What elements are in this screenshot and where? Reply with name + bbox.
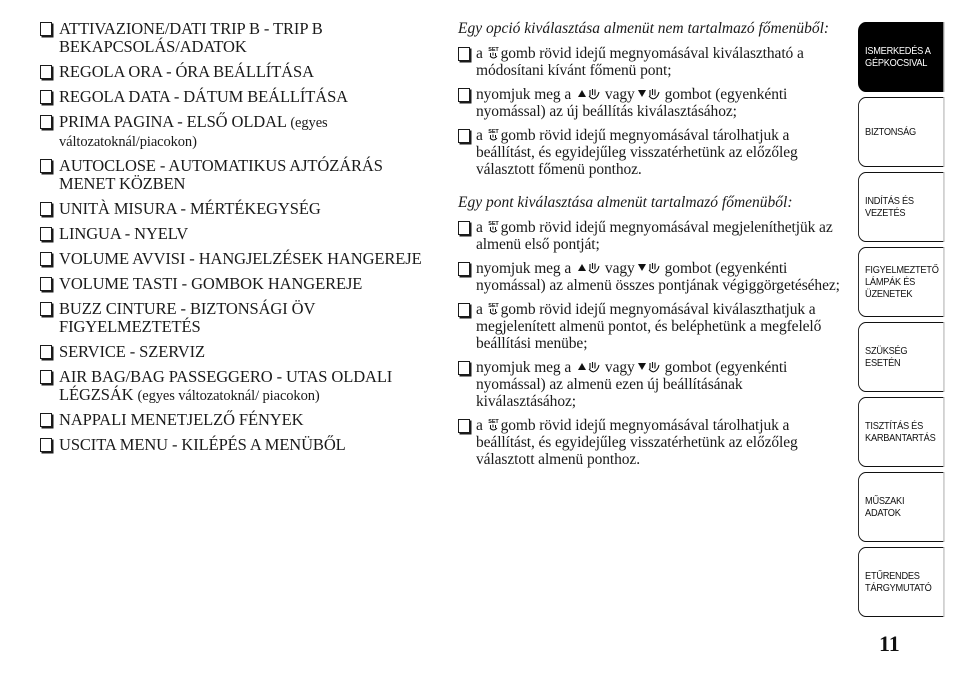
chapter-tab-label: SZÜKSÉG ESETÉN bbox=[865, 345, 908, 369]
svg-text:SET: SET bbox=[487, 47, 499, 53]
step-text-post: gomb rövid idejű megnyomásával tárolhatjuk a beállítást, és egyidejűleg visszatérhetünk az előzőleg választott almenü ponthoz. bbox=[476, 417, 798, 468]
set-button-icon bbox=[488, 301, 499, 316]
chapter-tab[interactable] bbox=[858, 247, 944, 317]
checkbox-bullet-icon bbox=[40, 370, 52, 384]
step-text-pre: nyomjuk meg a bbox=[476, 86, 572, 103]
step-text-pre: a bbox=[476, 301, 483, 318]
section1-heading: Egy opció kiválasztása almenüt nem tartalmazó főmenüből: bbox=[458, 20, 830, 37]
chapter-tab[interactable] bbox=[858, 547, 944, 617]
set-button-icon bbox=[488, 219, 499, 234]
chapter-tab[interactable] bbox=[858, 322, 944, 392]
down-arrow-button-icon bbox=[637, 359, 663, 374]
list-item bbox=[38, 300, 434, 337]
set-button-icon bbox=[488, 45, 499, 60]
step-text-post: gomb rövid idejű megnyomásával kiválaszthatjuk a megjelenített almenü pontot, és beléphetünk a megfelelő beállítási menübe; bbox=[476, 301, 822, 352]
list-item-text: REGOLA DATA - DÁTUM BEÁLLÍTÁSA bbox=[59, 87, 348, 106]
step-item bbox=[458, 260, 848, 294]
chapter-tab[interactable] bbox=[858, 22, 944, 92]
step-item bbox=[458, 86, 848, 120]
checkbox-bullet-icon bbox=[40, 413, 52, 427]
set-button-icon bbox=[488, 127, 499, 142]
list-item bbox=[38, 63, 434, 82]
down-arrow-button-icon bbox=[637, 260, 663, 275]
list-item bbox=[38, 275, 434, 294]
list-item-text: SERVICE - SZERVIZ bbox=[59, 342, 205, 361]
step-text-pre: nyomjuk meg a bbox=[476, 260, 572, 277]
chapter-tab-label: BIZTONSÁG bbox=[865, 126, 916, 138]
chapter-tab[interactable] bbox=[858, 472, 944, 542]
up-arrow-button-icon bbox=[577, 260, 603, 275]
list-item bbox=[38, 157, 434, 194]
step-item bbox=[458, 45, 848, 79]
up-arrow-button-icon bbox=[577, 86, 603, 101]
checkbox-bullet-icon bbox=[40, 22, 52, 36]
chapter-tabs bbox=[858, 22, 944, 622]
up-arrow-button-icon bbox=[577, 359, 603, 374]
step-text-post: gomb rövid idejű megnyomásával megjeleníthetjük az almenü első pontját; bbox=[476, 219, 833, 253]
step-item bbox=[458, 127, 848, 178]
chapter-tab-label: FIGYELMEZTETŐ LÁMPÁK ÉS ÜZENETEK bbox=[865, 264, 939, 300]
list-item-text: VOLUME TASTI - GOMBOK HANGEREJE bbox=[59, 274, 363, 293]
checkbox-bullet-icon bbox=[458, 47, 470, 61]
step-text-post: gomb rövid idejű megnyomásával tárolhatjuk a beállítást, és egyidejűleg visszatérhetünk az előzőleg választott főmenü ponthoz. bbox=[476, 127, 798, 178]
list-item bbox=[38, 113, 434, 151]
list-item bbox=[38, 88, 434, 107]
step-item bbox=[458, 417, 848, 468]
chapter-tab-label: MŰSZAKI ADATOK bbox=[865, 495, 905, 519]
checkbox-bullet-icon bbox=[458, 262, 470, 276]
step-item bbox=[458, 301, 848, 352]
list-item-note: (egyes változatoknál/piacokon) bbox=[59, 115, 328, 150]
list-item-text: ATTIVAZIONE/DATI TRIP B - TRIP B BEKAPCSOLÁS/ADATOK bbox=[59, 19, 323, 56]
step-text-pre: nyomjuk meg a bbox=[476, 359, 572, 376]
step-text-pre: a bbox=[476, 417, 483, 434]
list-item-text: NAPPALI MENETJELZŐ FÉNYEK bbox=[59, 410, 304, 429]
checkbox-bullet-icon bbox=[458, 361, 470, 375]
checkbox-bullet-icon bbox=[458, 303, 470, 317]
step-text-pre: a bbox=[476, 219, 483, 236]
list-item-text: LINGUA - NYELV bbox=[59, 224, 189, 243]
chapter-tab-label: ISMERKEDÉS A GÉPKOCSIVAL bbox=[865, 45, 931, 69]
checkbox-bullet-icon bbox=[40, 90, 52, 104]
page-number: 11 bbox=[879, 631, 900, 656]
section2-heading: Egy pont kiválasztása almenüt tartalmazó főmenüből: bbox=[458, 194, 793, 211]
list-item-text: PRIMA PAGINA - ELSŐ OLDAL bbox=[59, 112, 291, 131]
step-text-or: vagy bbox=[604, 359, 635, 376]
svg-text:SET: SET bbox=[487, 221, 499, 227]
step-text-pre: a bbox=[476, 127, 483, 144]
chapter-tab[interactable] bbox=[858, 97, 944, 167]
list-item bbox=[38, 343, 434, 362]
checkbox-bullet-icon bbox=[40, 302, 52, 316]
step-text-or: vagy bbox=[604, 260, 635, 277]
step-text-post: gomb rövid idejű megnyomásával kiválasztható a módosítani kívánt főmenü pont; bbox=[476, 45, 804, 79]
checkbox-bullet-icon bbox=[40, 345, 52, 359]
list-item-text: VOLUME AVVISI - HANGJELZÉSEK HANGEREJE bbox=[59, 249, 422, 268]
checkbox-bullet-icon bbox=[40, 438, 52, 452]
list-item-text: USCITA MENU - KILÉPÉS A MENÜBŐL bbox=[59, 435, 346, 454]
checkbox-bullet-icon bbox=[40, 277, 52, 291]
checkbox-bullet-icon bbox=[458, 419, 470, 433]
section1-steps bbox=[458, 45, 848, 178]
chapter-tab-label: INDÍTÁS ÉS VEZETÉS bbox=[865, 195, 914, 219]
svg-text:SET: SET bbox=[487, 419, 499, 425]
chapter-tab[interactable] bbox=[858, 172, 944, 242]
list-item bbox=[38, 250, 434, 269]
checkbox-bullet-icon bbox=[40, 159, 52, 173]
list-item-note: (egyes változatoknál/ piacokon) bbox=[137, 388, 320, 404]
svg-text:SET: SET bbox=[487, 129, 499, 135]
checkbox-bullet-icon bbox=[40, 115, 52, 129]
menu-items-list bbox=[38, 20, 434, 461]
checkbox-bullet-icon bbox=[40, 202, 52, 216]
checkbox-bullet-icon bbox=[40, 65, 52, 79]
list-item-text: REGOLA ORA - ÓRA BEÁLLÍTÁSA bbox=[59, 62, 314, 81]
checkbox-bullet-icon bbox=[40, 227, 52, 241]
list-item-text: AUTOCLOSE - AUTOMATIKUS AJTÓZÁRÁS MENET KÖZBEN bbox=[59, 156, 383, 193]
step-item bbox=[458, 219, 848, 253]
list-item bbox=[38, 411, 434, 430]
checkbox-bullet-icon bbox=[40, 252, 52, 266]
step-item bbox=[458, 359, 848, 410]
chapter-tab[interactable] bbox=[858, 397, 944, 467]
list-item-text: UNITÀ MISURA - MÉRTÉKEGYSÉG bbox=[59, 199, 321, 218]
step-text-pre: a bbox=[476, 45, 483, 62]
chapter-tab-label: TISZTÍTÁS ÉS KARBANTARTÁS bbox=[865, 420, 936, 444]
step-text-post: gombot (egyenkénti nyomással) az új beállítás kiválasztásához; bbox=[476, 86, 788, 120]
checkbox-bullet-icon bbox=[458, 129, 470, 143]
chapter-tab-label: ETŰRENDES TÁRGYMUTATÓ bbox=[865, 570, 932, 594]
checkbox-bullet-icon bbox=[458, 88, 470, 102]
set-button-icon bbox=[488, 417, 499, 432]
list-item bbox=[38, 436, 434, 455]
list-item bbox=[38, 20, 434, 57]
list-item-text: BUZZ CINTURE - BIZTONSÁGI ÖV FIGYELMEZTETÉS bbox=[59, 299, 315, 336]
list-item bbox=[38, 200, 434, 219]
step-text-or: vagy bbox=[604, 86, 635, 103]
step-text-post: gombot (egyenkénti nyomással) az almenü összes pontjának végiggörgetéséhez; bbox=[476, 260, 840, 294]
instructions-column bbox=[458, 20, 848, 475]
list-item-text: AIR BAG/BAG PASSEGGERO - UTAS OLDALI LÉGZSÁK bbox=[59, 367, 393, 404]
section2-steps bbox=[458, 219, 848, 468]
step-text-post: gombot (egyenkénti nyomással) az almenü ezen új beállításának kiválasztásához; bbox=[476, 359, 788, 410]
down-arrow-button-icon bbox=[637, 86, 663, 101]
list-item bbox=[38, 225, 434, 244]
checkbox-bullet-icon bbox=[458, 221, 470, 235]
list-item bbox=[38, 368, 434, 405]
svg-text:SET: SET bbox=[487, 303, 499, 309]
